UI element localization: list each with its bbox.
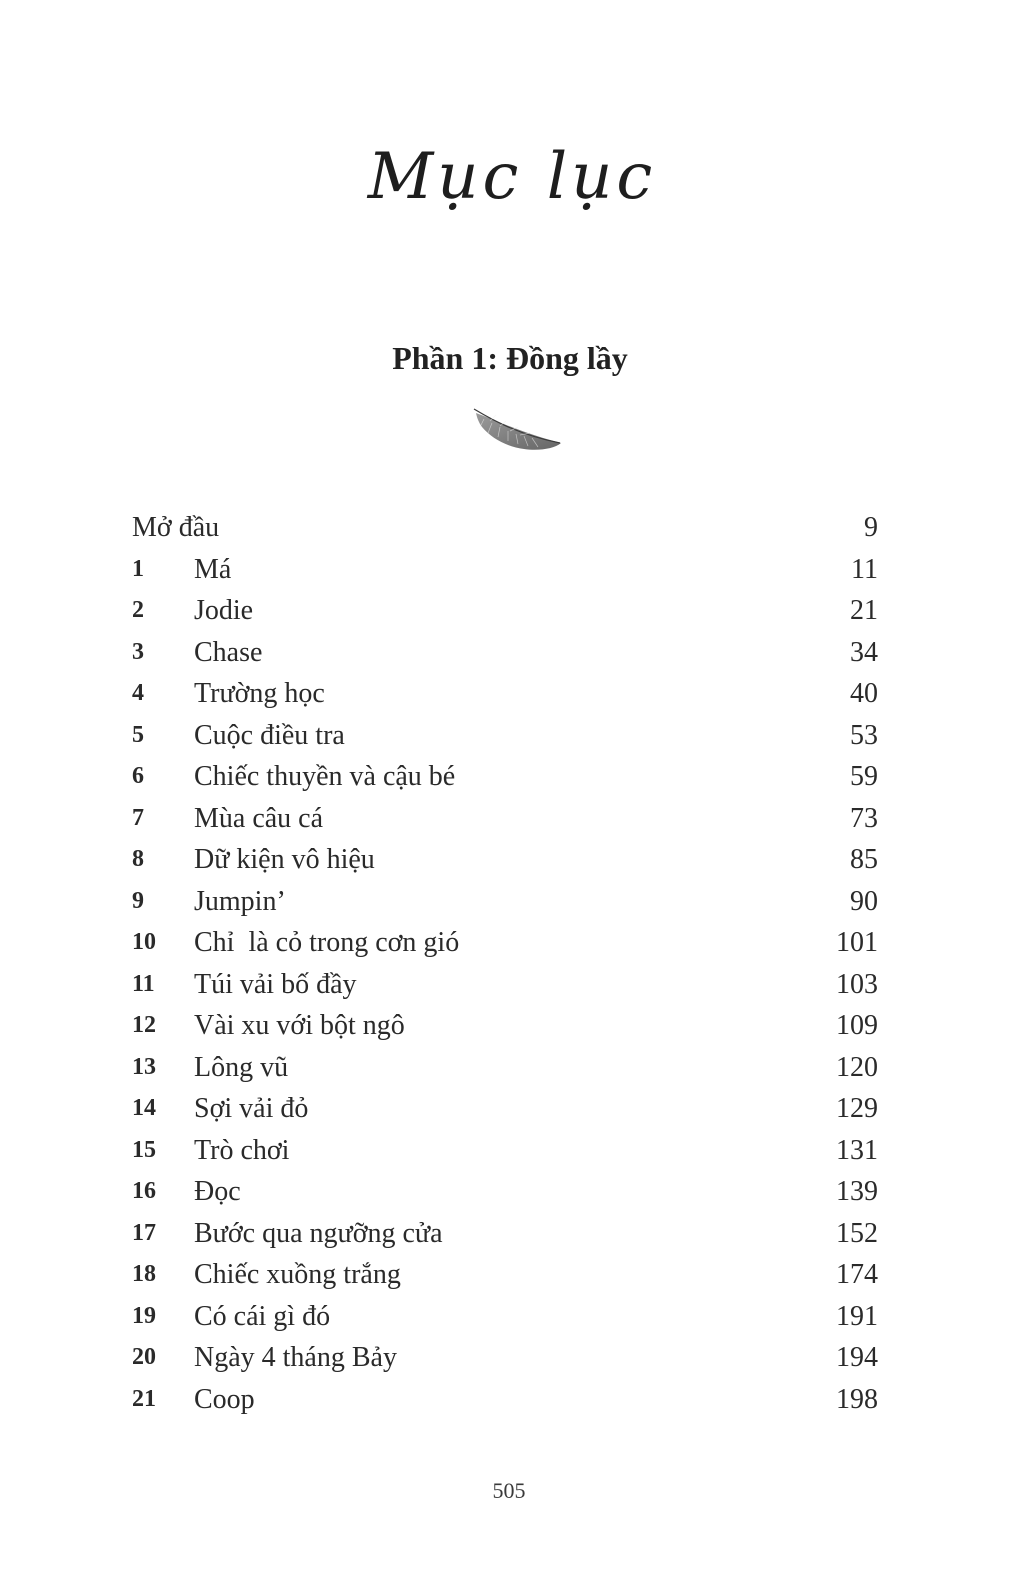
toc-entry[interactable] xyxy=(132,881,878,923)
toc-entry-page: 59 xyxy=(850,761,878,792)
toc-entry-number: 10 xyxy=(132,929,156,955)
toc-entry[interactable] xyxy=(132,507,878,549)
toc-entry-number: 18 xyxy=(132,1261,156,1287)
toc-entry-number: 5 xyxy=(132,721,144,748)
toc-entry-title: Chỉ là cỏ trong cơn gió xyxy=(194,927,460,958)
toc-entry-page: 120 xyxy=(836,1051,878,1083)
toc-entry-page: 34 xyxy=(850,636,878,668)
toc-entry-page: 191 xyxy=(836,1300,878,1332)
toc-entry[interactable] xyxy=(132,1130,878,1172)
toc-entry-page: 21 xyxy=(850,595,878,626)
toc-entry-title: Túi vải bố đầy xyxy=(194,968,357,1000)
toc-entry-title: Chiếc thuyền và cậu bé xyxy=(194,761,456,792)
toc-entry-title: Ngày 4 tháng Bảy xyxy=(194,1342,397,1373)
toc-entry-number: 12 xyxy=(132,1012,156,1038)
toc-entry-title: Cuộc điều tra xyxy=(194,719,345,751)
toc-entry-title: Jodie xyxy=(194,595,254,626)
toc-entry-number: 11 xyxy=(132,970,155,997)
toc-entry-page: 139 xyxy=(836,1176,878,1207)
toc-entry-number: 3 xyxy=(132,638,144,665)
toc-entry-title: Coop xyxy=(194,1383,255,1415)
toc-entry-title: Chiếc xuồng trắng xyxy=(194,1259,401,1290)
toc-entry-title: Bước qua ngưỡng cửa xyxy=(194,1217,443,1249)
toc-entry-number: 6 xyxy=(132,763,144,789)
toc-entry-number: 1 xyxy=(132,555,144,582)
toc-entry-number: 20 xyxy=(132,1344,156,1370)
toc-entry[interactable] xyxy=(132,922,878,964)
toc-entry-number: 2 xyxy=(132,597,144,623)
toc-entry-page: 129 xyxy=(836,1093,878,1124)
toc-entry[interactable] xyxy=(132,549,878,591)
toc-entry-title: Có cái gì đó xyxy=(194,1300,331,1332)
toc-entry-number: 19 xyxy=(132,1302,156,1329)
table-of-contents xyxy=(132,507,878,1420)
toc-entry[interactable] xyxy=(132,1296,878,1338)
toc-entry[interactable] xyxy=(132,1047,878,1089)
toc-entry[interactable] xyxy=(132,964,878,1006)
toc-entry[interactable] xyxy=(132,632,878,674)
toc-entry-page: 109 xyxy=(836,1010,878,1041)
toc-entry[interactable] xyxy=(132,1379,878,1421)
toc-entry-page: 90 xyxy=(850,885,878,917)
toc-entry[interactable] xyxy=(132,1088,878,1130)
toc-entry-number: 13 xyxy=(132,1053,156,1080)
toc-entry[interactable] xyxy=(132,590,878,632)
feather-icon xyxy=(470,405,566,457)
toc-entry-page: 152 xyxy=(836,1217,878,1249)
toc-entry-title: Đọc xyxy=(194,1176,241,1207)
toc-entry-page: 73 xyxy=(850,802,878,834)
toc-entry[interactable] xyxy=(132,1254,878,1296)
toc-entry-page: 85 xyxy=(850,844,878,875)
toc-entry-page: 53 xyxy=(850,719,878,751)
toc-entry-title: Mở đầu xyxy=(132,512,220,543)
toc-entry-title: Trường học xyxy=(194,678,325,709)
toc-entry-page: 174 xyxy=(836,1259,878,1290)
toc-entry[interactable] xyxy=(132,715,878,757)
toc-entry-title: Sợi vải đỏ xyxy=(194,1093,309,1124)
toc-entry-title: Dữ kiện vô hiệu xyxy=(194,844,375,875)
toc-entry[interactable] xyxy=(132,756,878,798)
toc-entry-title: Chase xyxy=(194,636,263,668)
toc-entry-page: 194 xyxy=(836,1342,878,1373)
toc-entry-page: 131 xyxy=(836,1134,878,1166)
toc-entry-number: 15 xyxy=(132,1136,156,1163)
toc-entry-title: Má xyxy=(194,553,232,585)
toc-entry-page: 11 xyxy=(851,553,878,585)
toc-entry-number: 7 xyxy=(132,804,144,831)
toc-entry-number: 16 xyxy=(132,1178,156,1204)
toc-entry-page: 9 xyxy=(864,512,878,543)
toc-entry[interactable] xyxy=(132,1337,878,1379)
toc-entry-title: Vài xu với bột ngô xyxy=(194,1010,405,1041)
part-heading: Phần 1: Đồng lầy xyxy=(392,340,628,376)
toc-entry-page: 101 xyxy=(836,927,878,958)
toc-entry-page: 198 xyxy=(836,1383,878,1415)
toc-entry-title: Jumpin’ xyxy=(194,885,286,917)
page-title: Mục lục xyxy=(367,140,657,214)
toc-entry[interactable] xyxy=(132,1213,878,1255)
toc-entry-page: 103 xyxy=(836,968,878,1000)
toc-entry-title: Trò chơi xyxy=(194,1134,290,1166)
toc-entry-number: 21 xyxy=(132,1385,156,1412)
toc-entry[interactable] xyxy=(132,1005,878,1047)
toc-entry-number: 9 xyxy=(132,887,144,914)
toc-entry-title: Mùa câu cá xyxy=(194,802,324,834)
toc-entry[interactable] xyxy=(132,1171,878,1213)
toc-entry-number: 4 xyxy=(132,680,144,706)
toc-entry[interactable] xyxy=(132,798,878,840)
toc-entry-number: 14 xyxy=(132,1095,156,1121)
toc-entry[interactable] xyxy=(132,673,878,715)
toc-entry-title: Lông vũ xyxy=(194,1051,289,1083)
toc-entry[interactable] xyxy=(132,839,878,881)
toc-entry-page: 40 xyxy=(850,678,878,709)
page-number: 505 xyxy=(492,1478,526,1503)
toc-entry-number: 17 xyxy=(132,1219,156,1246)
toc-entry-number: 8 xyxy=(132,846,144,872)
